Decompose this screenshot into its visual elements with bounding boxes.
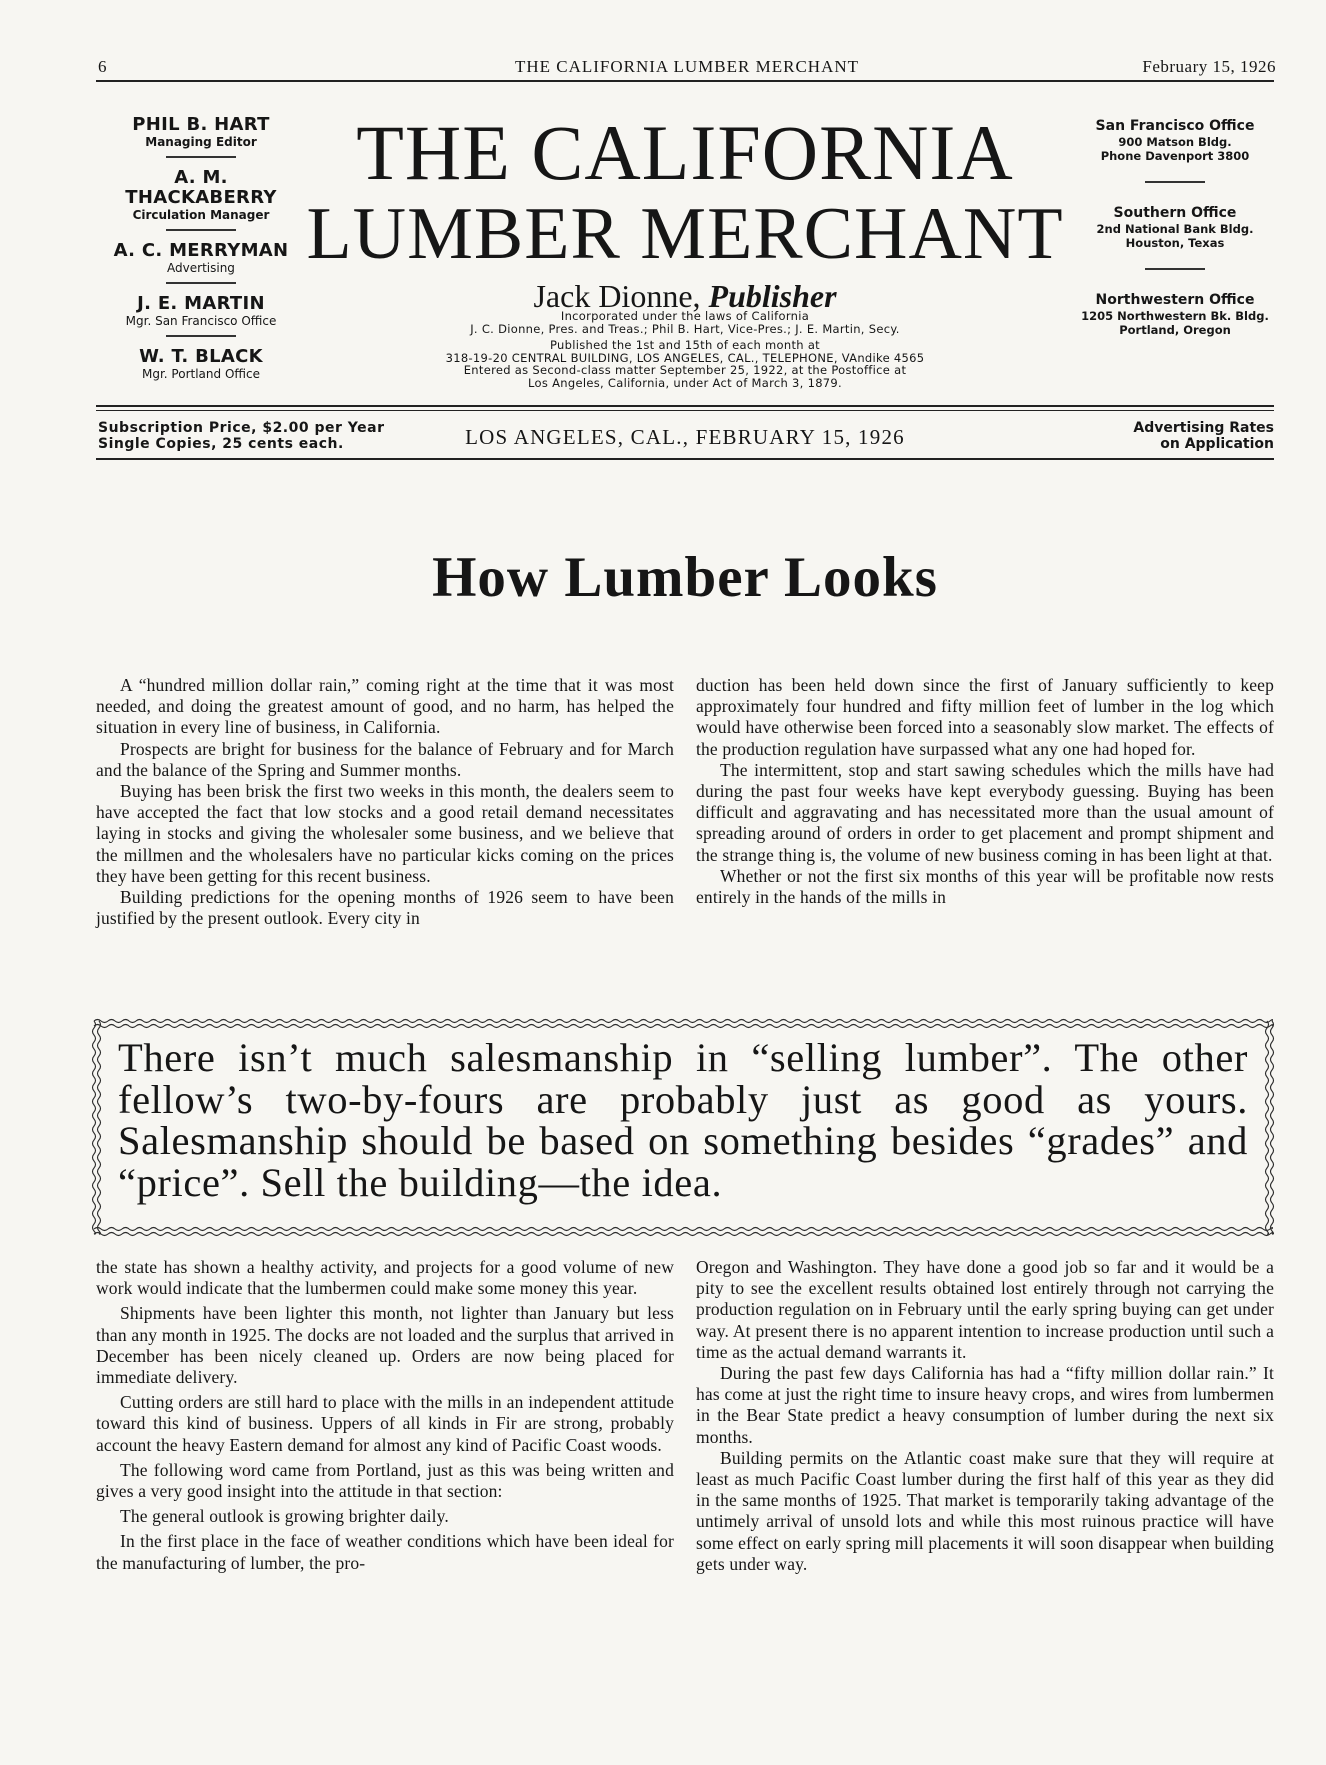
paragraph: Cutting orders are still hard to place with the mills in an independent attitude toward this kind of business. Uppers of all kinds in Fir are strong, probably account the heavy Eastern demand for almost any kind of Pacific Coast woods.: [96, 1392, 674, 1455]
office-list: [1070, 118, 1280, 337]
paragraph: Buying has been brisk the first two weeks in this month, the dealers seem to have accepted the fact that low stocks and a good retail demand necessitates laying in stocks and giving the wholesaler some business, and we believe that the millmen and the wholesalers have no particular kicks coming on the prices they have been getting for this recent business.: [96, 781, 674, 886]
office-line: 1205 Northwestern Bk. Bldg.: [1081, 309, 1269, 323]
paragraph: Shipments have been lighter this month, not lighter than January but less than any month in 1925. The docks are not loaded and the surplus that arrived in December has been nicely cleaned up. Orders are now being placed for immediate delivery.: [96, 1303, 674, 1388]
article-column-3: [96, 1257, 674, 1574]
publisher-role: Publisher: [708, 278, 837, 314]
info-line: J. C. Dionne, Pres. and Treas.; Phil B. Hart, Vice-Pres.; J. E. Martin, Secy.: [470, 321, 900, 336]
border-wave: [1271, 1021, 1274, 1234]
page-number: 6: [98, 57, 108, 76]
divider: [166, 335, 236, 337]
divider: [166, 282, 236, 284]
office-heading: Southern Office: [1113, 205, 1237, 221]
pull-quote-box: [88, 1015, 1278, 1240]
article-column-4: [696, 1257, 1274, 1575]
info-line: 318-19-20 CENTRAL BUILDING, LOS ANGELES, CAL., TELEPHONE, VAndike 4565: [445, 350, 925, 365]
masthead: [305, 109, 1065, 316]
running-head: [98, 55, 1276, 81]
paragraph: The general outlook is growing brighter daily.: [120, 1506, 449, 1527]
running-head-date: February 15, 1926: [1142, 57, 1276, 76]
border-wave: [93, 1021, 96, 1234]
divider: [1145, 268, 1205, 270]
subscription-price: Subscription Price, $2.00 per Year: [98, 420, 385, 436]
office-entry: [1070, 292, 1280, 337]
double-rule: [96, 405, 1274, 407]
paragraph: the state has shown a healthy activity, and projects for a good volume of new work would indicate that the lumbermen could make some money this year.: [96, 1257, 674, 1299]
staff-entry: [96, 115, 306, 149]
single-copy-price: Single Copies, 25 cents each.: [98, 436, 344, 452]
office-entry: [1070, 205, 1280, 250]
office-heading: Northwestern Office: [1095, 292, 1255, 308]
article-column-2: [696, 675, 1274, 908]
article-column-1: [96, 675, 674, 929]
info-line: Los Angeles, California, under Act of March 3, 1879.: [528, 375, 842, 390]
top-rule: [96, 80, 1274, 82]
paragraph: Prospects are bright for business for the balance of February and for March and the balance of the Spring and Summer months.: [96, 738, 674, 780]
running-head-title: THE CALIFORNIA LUMBER MERCHANT: [514, 57, 860, 76]
paragraph: The intermittent, stop and start sawing schedules which the mills have had during the past four weeks have kept everybody guessing. Buying has been difficult and aggravating and has necessitated more than the usual amount of spreading around of orders in order to get placement and prompt shipment and the strange thing is, the volume of new business coming in has been light at that.: [696, 759, 1274, 865]
paragraph: In the first place in the face of weather conditions which have been ideal for the manufacturing of lumber, the pro-: [96, 1531, 674, 1573]
divider: [1145, 181, 1205, 183]
staff-entry: [96, 294, 306, 328]
paragraph: A “hundred million dollar rain,” coming right at the time that it was most needed, and doing the greatest amount of good, and no harm, has helped the situation in every line of business, in California.: [96, 675, 674, 738]
office-line: Houston, Texas: [1125, 236, 1225, 250]
paragraph: Whether or not the first six months of this year will be profitable now rests entirely in the hands of the mills in: [696, 865, 1274, 908]
advertising-rates: [1074, 420, 1274, 452]
info-line: Published the 1st and 15th of each month at: [550, 338, 820, 352]
staff-name: A. M. THACKABERRY: [125, 167, 277, 208]
divider: [166, 156, 236, 158]
subscription-info: [98, 420, 418, 452]
border-wave: [94, 1228, 1272, 1231]
staff-name: PHIL B. HART: [132, 114, 270, 135]
paragraph: During the past few days California has had a “fifty million dollar rain.” It has come at just the right time to insure heavy crops, and wires from lumbermen in the Bear State predict a heavy consumption of lumber during the next six months.: [696, 1363, 1274, 1447]
office-line: Portland, Oregon: [1119, 323, 1231, 337]
advertising-rates-line1: Advertising Rates: [1133, 420, 1274, 436]
border-wave: [1266, 1021, 1269, 1234]
publisher-name: Jack Dionne,: [533, 278, 701, 314]
staff-name: A. C. MERRYMAN: [113, 240, 289, 261]
masthead-bottom-rule: [96, 458, 1274, 460]
paragraph: duction has been held down since the first of January sufficiently to keep approximately four hundred and fifty million feet of lumber in the log which would have otherwise been forced into a seasonably slow market. The effects of the production regulation have surpassed what any one had hoped for.: [696, 675, 1274, 759]
info-line: Entered as Second-class matter September 25, 1922, at the Postoffice at: [463, 363, 907, 377]
paragraph: Building predictions for the opening months of 1926 seem to have been justified by the present outlook. Every city in: [96, 887, 674, 929]
staff-list: [96, 115, 306, 387]
staff-entry: [96, 168, 306, 222]
staff-entry: [96, 241, 306, 275]
paragraph: Oregon and Washington. They have done a good job so far and it would be a pity to see the excellent results obtained lost entirely through not carrying the production regulation on in February until the early spring buying can get under way. At present there is no apparent intention to increase production until such a time as the actual demand warrants it.: [696, 1257, 1274, 1362]
border-wave: [94, 1233, 1272, 1236]
paragraph: The following word came from Portland, just as this was being written and gives a very good insight into the attitude in that section:: [96, 1459, 674, 1502]
border-wave: [94, 1025, 1272, 1028]
double-rule: [96, 410, 1274, 411]
info-line: Incorporated under the laws of California: [560, 309, 810, 323]
dateline: LOS ANGELES, CAL., FEBRUARY 15, 1926: [465, 425, 905, 449]
staff-title: Circulation Manager: [132, 208, 270, 222]
office-heading: San Francisco Office: [1095, 118, 1255, 134]
divider: [166, 229, 236, 231]
office-line: 2nd National Bank Bldg.: [1096, 222, 1254, 236]
border-wave: [98, 1021, 101, 1234]
article-headline: How Lumber Looks: [432, 546, 938, 609]
masthead-title-line1: THE CALIFORNIA: [356, 109, 1014, 196]
office-entry: [1070, 118, 1280, 163]
staff-title: Mgr. Portland Office: [142, 367, 260, 381]
staff-entry: [96, 347, 306, 381]
advertising-rates-line2: on Application: [1160, 436, 1274, 452]
border-wave: [94, 1020, 1272, 1023]
office-line: 900 Matson Bldg.: [1118, 135, 1232, 149]
staff-title: Mgr. San Francisco Office: [125, 314, 277, 328]
publication-info: [340, 310, 1030, 389]
office-line: Phone Davenport 3800: [1100, 149, 1250, 163]
paragraph: Building permits on the Atlantic coast make sure that they will require at least as much Pacific Coast lumber during the first half of this year as they did in the same months of 1925. That market is temporarily taking advantage of the untimely arrival of unsold lots and while this most ruinous practice will have some effect on early spring mill placements it will soon disappear when building gets under way.: [696, 1447, 1274, 1574]
staff-title: Advertising: [167, 261, 235, 275]
staff-name: W. T. BLACK: [139, 346, 263, 367]
staff-name: J. E. MARTIN: [137, 293, 265, 314]
pull-quote-text: There isn’t much salesmanship in “selling lumber”. The other fellow’s two-by-fours are probably just as good as yours. Salesmanship should be based on something besides “grades” and “price”. Sell the building—the idea.: [118, 1035, 1248, 1205]
masthead-title-line2: LUMBER MERCHANT: [306, 193, 1064, 275]
staff-title: Managing Editor: [145, 135, 257, 149]
